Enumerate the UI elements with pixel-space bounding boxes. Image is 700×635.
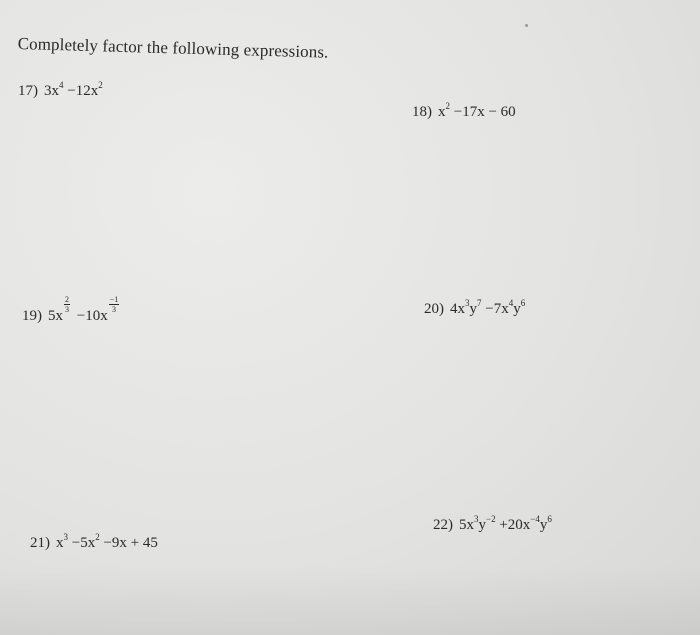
term: −12x xyxy=(63,83,99,99)
exponent: −2 xyxy=(486,514,496,524)
problem-19 xyxy=(22,295,122,325)
problem-number: 17) xyxy=(18,83,38,99)
exponent: 3 xyxy=(474,514,479,524)
exponent: 4 xyxy=(59,80,64,90)
exponent-numerator: −1 xyxy=(109,295,119,304)
problem-17 xyxy=(18,80,103,100)
exponent: 2 xyxy=(98,80,103,90)
exponent: −4 xyxy=(530,514,540,524)
exponent-numerator: 2 xyxy=(65,295,69,304)
term: 5x xyxy=(48,308,63,324)
term: y xyxy=(513,301,521,317)
problem-expression xyxy=(450,298,526,317)
problem-expression xyxy=(56,532,158,551)
exponent: 2 xyxy=(95,532,100,542)
exponent: 4 xyxy=(508,298,514,308)
problem-number: 18) xyxy=(412,104,432,120)
term: y xyxy=(469,301,477,317)
problem-number: 20) xyxy=(424,301,444,317)
fraction-exponent xyxy=(109,295,120,314)
term: 3x xyxy=(44,83,59,99)
term: −10x xyxy=(73,308,108,324)
term: 4x xyxy=(450,301,465,317)
term: y xyxy=(539,517,548,533)
term: 5x xyxy=(459,517,474,533)
problem-20 xyxy=(424,298,525,318)
problem-expression xyxy=(44,80,103,99)
term: +20x xyxy=(495,517,531,533)
term: x xyxy=(56,535,64,551)
problem-expression xyxy=(438,101,516,120)
term: −17x − 60 xyxy=(450,104,516,120)
problem-number: 22) xyxy=(433,517,453,533)
term: −7x xyxy=(481,301,509,317)
exponent: 3 xyxy=(465,298,470,308)
exponent: 2 xyxy=(445,101,450,111)
exponent: 3 xyxy=(63,532,68,542)
problem-21 xyxy=(30,532,158,552)
exponent: 6 xyxy=(547,514,552,524)
page-shadow xyxy=(0,565,700,635)
term: −9x + 45 xyxy=(99,535,158,551)
term: y xyxy=(478,517,486,533)
paper-speck xyxy=(525,24,528,27)
problem-number: 19) xyxy=(22,308,42,324)
instructions-heading: Completely factor the following expressions. xyxy=(17,34,329,62)
exponent-denominator: 3 xyxy=(65,305,69,314)
fraction-exponent xyxy=(64,295,70,314)
problem-expression xyxy=(459,514,552,533)
problem-22 xyxy=(433,514,552,534)
problem-expression xyxy=(48,295,122,324)
exponent: 7 xyxy=(477,298,482,308)
term: −5x xyxy=(68,535,96,551)
exponent-denominator: 3 xyxy=(111,305,116,314)
problem-18 xyxy=(412,101,516,121)
problem-number: 21) xyxy=(30,535,50,551)
exponent: 6 xyxy=(520,298,526,308)
term: x xyxy=(438,104,446,120)
